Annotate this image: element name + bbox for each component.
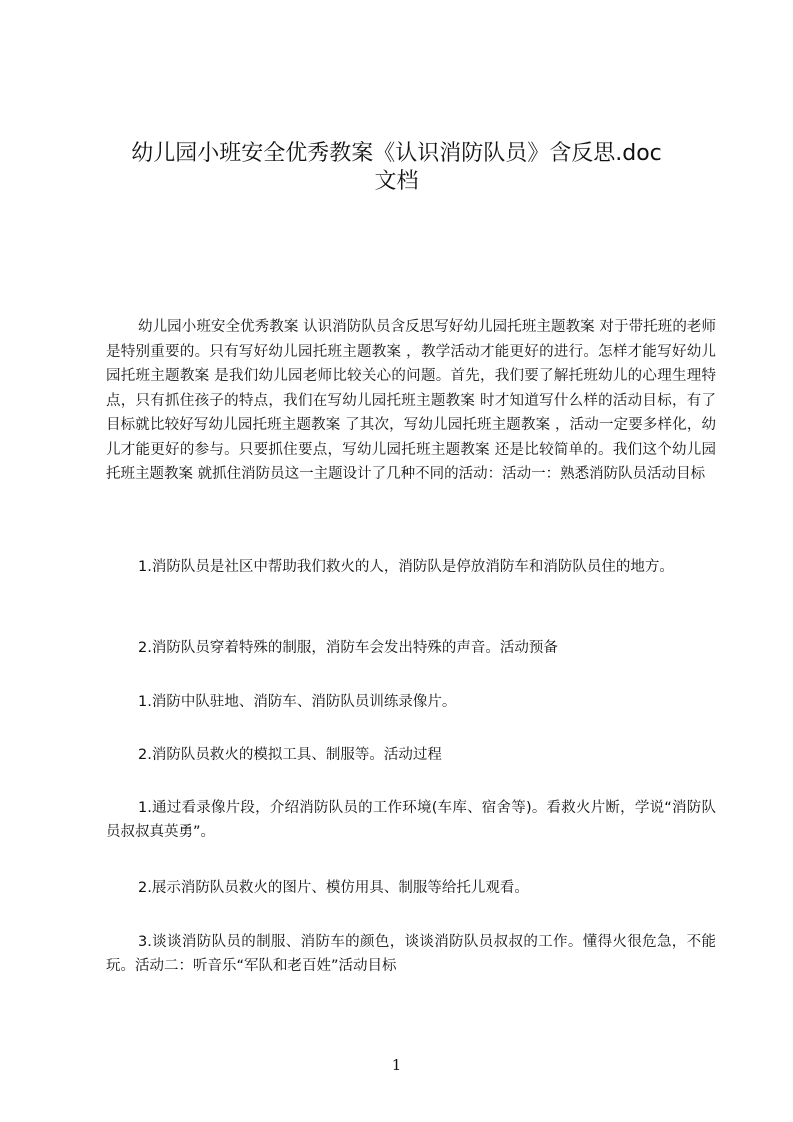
paragraph-3: 1.消防中队驻地、消防车、消防队员训练录像片。 (138, 694, 457, 710)
title-line-1: 幼儿园小班安全优秀教案《认识消防队员》含反思.doc (131, 141, 662, 166)
title-line-2: 文档 (374, 169, 419, 194)
intro-paragraph: 幼儿园小班安全优秀教案 认识消防队员含反思写好幼儿园托班主题教案 对于带托班的老师是特别重要的。只有写好幼儿园托班主题教案 ，教学活动才能更好的进行。怎样才能写好幼儿园托班主题教案 是我们幼儿园老师比较关心的问题。首先，我们要了解托班幼儿的心理生理特点，只有抓住孩子的特点，我们在写幼儿园托班主题教案 时才知道写什么样的活动目标，有了目标就比较好写幼儿园托班主题教案 了其次，写幼儿园托班主题教案 ，活动一定要多样化，幼儿才能更好的参与。只要抓住要点，写幼儿园托班主题教案 还是比较简单的。我们这个幼儿园托班主题教案 就抓住消防员这一主题设计了几种不同的活动：活动一：熟悉消防队员活动目标 (106, 319, 716, 482)
paragraph-5: 1.通过看录像片段，介绍消防队员的工作环境(车库、宿舍等)。看救火片断，学说“消防队员叔叔真英勇”。 (106, 800, 716, 840)
page-number: 1 (391, 1056, 402, 1074)
paragraph-7: 3.谈谈消防队员的制服、消防车的颜色，谈谈消防队员叔叔的工作。懂得火很危急，不能玩。活动二：听音乐“军队和老百姓”活动目标 (106, 934, 716, 974)
paragraph-1: 1.消防队员是社区中帮助我们救火的人，消防队是停放消防车和消防队员住的地方。 (138, 559, 674, 575)
paragraph-4: 2.消防队员救火的模拟工具、制服等。活动过程 (138, 747, 442, 763)
paragraph-6: 2.展示消防队员救火的图片、模仿用具、制服等给托儿观看。 (138, 880, 529, 896)
document-title (80, 140, 713, 196)
paragraph-2: 2.消防队员穿着特殊的制服，消防车会发出特殊的声音。活动预备 (138, 640, 558, 656)
